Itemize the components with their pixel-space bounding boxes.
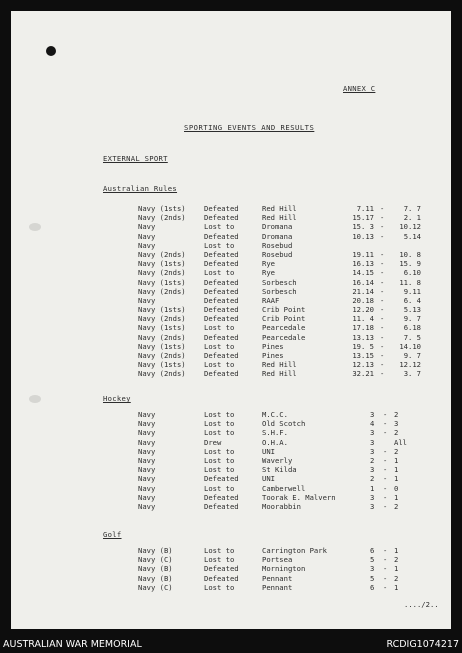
opponent-cell: S.H.F. xyxy=(262,428,288,438)
score-for-cell: 1 xyxy=(370,483,375,493)
team-cell: Navy xyxy=(138,455,156,465)
opponent-cell: Pennant xyxy=(262,582,293,592)
team-cell: Navy (1sts) xyxy=(138,360,186,370)
result-cell: Lost to xyxy=(204,222,235,232)
score-against-cell: 10. 8 xyxy=(399,249,421,259)
opponent-cell: Sorbesch xyxy=(262,286,297,296)
score-for-cell: 14.15 xyxy=(352,268,374,278)
team-cell: Navy xyxy=(138,501,156,511)
result-cell: Defeated xyxy=(204,501,239,511)
score-against-cell: 2 xyxy=(394,410,399,419)
score-against-cell: 9.11 xyxy=(403,286,421,296)
team-cell: Navy (2nds) xyxy=(138,213,186,223)
result-cell: Defeated xyxy=(204,314,239,324)
score-separator: - xyxy=(380,305,385,315)
team-cell: Navy xyxy=(138,492,156,502)
team-cell: Navy (C) xyxy=(138,555,173,565)
result-cell: Defeated xyxy=(204,277,239,287)
external-sport-heading: EXTERNAL SPORT xyxy=(103,154,168,163)
opponent-cell: M.C.C. xyxy=(262,410,288,419)
team-cell: Navy xyxy=(138,231,156,241)
paper-mark xyxy=(29,223,41,231)
score-against-cell: 1 xyxy=(394,492,399,502)
score-separator: - xyxy=(383,455,388,465)
score-against-cell: 1 xyxy=(394,455,399,465)
score-for-cell: 12.13 xyxy=(352,360,374,370)
result-cell: Lost to xyxy=(204,268,235,278)
opponent-cell: O.H.A. xyxy=(262,437,288,447)
team-cell: Navy xyxy=(138,428,156,438)
score-separator: - xyxy=(380,341,385,351)
score-against-cell: 2 xyxy=(394,555,399,565)
result-cell: Lost to xyxy=(204,360,235,370)
result-cell: Defeated xyxy=(204,474,239,484)
team-cell: Navy (1sts) xyxy=(138,204,186,213)
score-against-cell: 1 xyxy=(394,474,399,484)
score-against-cell: 9. 7 xyxy=(403,351,421,360)
team-cell: Navy (1sts) xyxy=(138,323,186,333)
team-cell: Navy xyxy=(138,474,156,484)
score-against-cell: 15. 9 xyxy=(399,259,421,269)
opponent-cell: Pennant xyxy=(262,573,293,583)
score-separator: - xyxy=(380,332,385,342)
score-separator: - xyxy=(383,555,388,565)
score-for-cell: 3 xyxy=(370,437,375,447)
score-for-cell: 12.20 xyxy=(352,305,374,315)
score-against-cell: 2 xyxy=(394,573,399,583)
team-cell: Navy xyxy=(138,295,156,305)
score-separator: - xyxy=(380,314,385,324)
score-for-cell: 13.15 xyxy=(352,351,374,360)
hockey-heading: Hockey xyxy=(103,394,131,403)
opponent-cell: Pines xyxy=(262,351,284,360)
score-for-cell: 3 xyxy=(370,428,375,438)
score-separator: - xyxy=(383,483,388,493)
score-separator: - xyxy=(380,369,385,379)
australian-rules-heading: Australian Rules xyxy=(103,184,178,193)
opponent-cell: Crib Point xyxy=(262,305,306,315)
score-for-cell: 5 xyxy=(370,555,375,565)
score-separator: - xyxy=(383,573,388,583)
score-separator: - xyxy=(380,259,385,269)
score-against-cell: 2 xyxy=(394,428,399,438)
score-for-cell: 4 xyxy=(370,419,375,429)
score-against-cell: 7. 7 xyxy=(403,204,421,213)
result-cell: Defeated xyxy=(204,286,239,296)
result-cell: Lost to xyxy=(204,546,235,555)
opponent-cell: Crib Point xyxy=(262,314,306,324)
opponent-cell: Dromana xyxy=(262,222,293,232)
result-cell: Lost to xyxy=(204,323,235,333)
opponent-cell: St Kilda xyxy=(262,465,297,475)
score-against-cell: 6.18 xyxy=(403,323,421,333)
score-separator: - xyxy=(383,465,388,475)
opponent-cell: Camberwell xyxy=(262,483,306,493)
score-against-cell: 7. 5 xyxy=(403,332,421,342)
score-against-cell: 1 xyxy=(394,582,399,592)
result-cell: Defeated xyxy=(204,249,239,259)
score-for-cell: 3 xyxy=(370,492,375,502)
score-against-cell: 5.13 xyxy=(403,305,421,315)
score-separator: - xyxy=(380,213,385,223)
score-for-cell: 2 xyxy=(370,455,375,465)
score-for-cell: 10.13 xyxy=(352,231,374,241)
score-separator: - xyxy=(380,360,385,370)
score-for-cell: 7.11 xyxy=(356,204,374,213)
team-cell: Navy (C) xyxy=(138,582,173,592)
score-separator: - xyxy=(380,204,385,213)
result-cell: Defeated xyxy=(204,231,239,241)
score-separator: - xyxy=(383,492,388,502)
opponent-cell: Mornington xyxy=(262,564,306,574)
score-separator: - xyxy=(380,268,385,278)
score-for-cell: 15. 3 xyxy=(352,222,374,232)
team-cell: Navy xyxy=(138,446,156,456)
opponent-cell: Pearcedale xyxy=(262,332,306,342)
team-cell: Navy (B) xyxy=(138,546,173,555)
score-for-cell: 19.11 xyxy=(352,249,374,259)
document-page xyxy=(11,11,451,629)
annex-label: ANNEX C xyxy=(343,84,376,93)
score-for-cell: 2 xyxy=(370,474,375,484)
score-against-cell: 12.12 xyxy=(399,360,421,370)
opponent-cell: Old Scotch xyxy=(262,419,306,429)
score-against-cell: 5.14 xyxy=(403,231,421,241)
punch-hole xyxy=(46,46,56,56)
score-for-cell: 13.13 xyxy=(352,332,374,342)
result-cell: Lost to xyxy=(204,410,235,419)
result-cell: Defeated xyxy=(204,369,239,379)
team-cell: Navy (1sts) xyxy=(138,277,186,287)
result-cell: Defeated xyxy=(204,305,239,315)
score-against-cell: 0 xyxy=(394,483,399,493)
score-against-cell: 6. 4 xyxy=(403,295,421,305)
team-cell: Navy (B) xyxy=(138,564,173,574)
score-separator: - xyxy=(383,582,388,592)
result-cell: Lost to xyxy=(204,483,235,493)
score-separator: - xyxy=(380,222,385,232)
team-cell: Navy xyxy=(138,410,156,419)
result-cell: Defeated xyxy=(204,295,239,305)
paper-mark xyxy=(29,395,41,403)
result-cell: Lost to xyxy=(204,446,235,456)
result-cell: Defeated xyxy=(204,573,239,583)
score-for-cell: 20.18 xyxy=(352,295,374,305)
team-cell: Navy (2nds) xyxy=(138,332,186,342)
result-cell: Defeated xyxy=(204,259,239,269)
result-cell: Defeated xyxy=(204,564,239,574)
score-separator: - xyxy=(380,286,385,296)
score-for-cell: 6 xyxy=(370,546,375,555)
score-separator: - xyxy=(380,295,385,305)
document-title: SPORTING EVENTS AND RESULTS xyxy=(184,123,315,132)
result-cell: Lost to xyxy=(204,465,235,475)
team-cell: Navy xyxy=(138,437,156,447)
opponent-cell: Dromana xyxy=(262,231,293,241)
score-separator: - xyxy=(383,428,388,438)
result-cell: Defeated xyxy=(204,332,239,342)
team-cell: Navy (2nds) xyxy=(138,314,186,324)
opponent-cell: Rye xyxy=(262,268,275,278)
opponent-cell: Red Hill xyxy=(262,213,297,223)
team-cell: Navy xyxy=(138,483,156,493)
score-separator: - xyxy=(383,564,388,574)
opponent-cell: Moorabbin xyxy=(262,501,301,511)
team-cell: Navy (2nds) xyxy=(138,286,186,296)
score-for-cell: 3 xyxy=(370,564,375,574)
score-separator: - xyxy=(380,351,385,360)
opponent-cell: Pines xyxy=(262,341,284,351)
team-cell: Navy (1sts) xyxy=(138,341,186,351)
score-separator: - xyxy=(383,446,388,456)
score-separator: - xyxy=(380,323,385,333)
score-against-cell: All xyxy=(394,437,407,447)
score-against-cell: 3. 7 xyxy=(403,369,421,379)
team-cell: Navy (2nds) xyxy=(138,369,186,379)
opponent-cell: Portsea xyxy=(262,555,293,565)
team-cell: Navy (1sts) xyxy=(138,259,186,269)
footer-source: AUSTRALIAN WAR MEMORIAL xyxy=(3,639,142,650)
score-separator: - xyxy=(383,419,388,429)
score-for-cell: 3 xyxy=(370,446,375,456)
result-cell: Lost to xyxy=(204,419,235,429)
score-separator: - xyxy=(383,474,388,484)
score-for-cell: 5 xyxy=(370,573,375,583)
team-cell: Navy xyxy=(138,419,156,429)
score-for-cell: 15.17 xyxy=(352,213,374,223)
team-cell: Navy xyxy=(138,222,156,232)
result-cell: Lost to xyxy=(204,341,235,351)
golf-heading: Golf xyxy=(103,530,122,539)
opponent-cell: Pearcedale xyxy=(262,323,306,333)
score-for-cell: 3 xyxy=(370,501,375,511)
result-cell: Defeated xyxy=(204,492,239,502)
team-cell: Navy (2nds) xyxy=(138,268,186,278)
team-cell: Navy xyxy=(138,240,156,250)
team-cell: Navy (B) xyxy=(138,573,173,583)
opponent-cell: Rosebud xyxy=(262,240,293,250)
opponent-cell: Red Hill xyxy=(262,369,297,379)
score-for-cell: 32.21 xyxy=(352,369,374,379)
score-separator: - xyxy=(380,277,385,287)
score-against-cell: 6.10 xyxy=(403,268,421,278)
result-cell: Lost to xyxy=(204,428,235,438)
score-for-cell: 11. 4 xyxy=(352,314,374,324)
opponent-cell: Red Hill xyxy=(262,204,297,213)
team-cell: Navy xyxy=(138,465,156,475)
result-cell: Drew xyxy=(204,437,222,447)
score-separator: - xyxy=(380,249,385,259)
score-against-cell: 14.10 xyxy=(399,341,421,351)
score-for-cell: 21.14 xyxy=(352,286,374,296)
score-against-cell: 1 xyxy=(394,546,399,555)
score-separator: - xyxy=(383,546,388,555)
score-against-cell: 2. 1 xyxy=(403,213,421,223)
opponent-cell: UNI xyxy=(262,474,275,484)
score-against-cell: 1 xyxy=(394,465,399,475)
result-cell: Lost to xyxy=(204,455,235,465)
score-against-cell: 9. 7 xyxy=(403,314,421,324)
result-cell: Defeated xyxy=(204,213,239,223)
score-for-cell: 17.18 xyxy=(352,323,374,333)
score-separator: - xyxy=(380,231,385,241)
opponent-cell: Sorbesch xyxy=(262,277,297,287)
footer-record-id: RCDIG1074217 xyxy=(386,639,459,650)
score-for-cell: 16.14 xyxy=(352,277,374,287)
opponent-cell: Red Hill xyxy=(262,360,297,370)
opponent-cell: Toorak E. Malvern xyxy=(262,492,336,502)
score-for-cell: 3 xyxy=(370,465,375,475)
score-against-cell: 1 xyxy=(394,564,399,574)
result-cell: Lost to xyxy=(204,555,235,565)
result-cell: Defeated xyxy=(204,204,239,213)
team-cell: Navy (2nds) xyxy=(138,249,186,259)
score-against-cell: 2 xyxy=(394,501,399,511)
score-against-cell: 2 xyxy=(394,446,399,456)
opponent-cell: Rye xyxy=(262,259,275,269)
opponent-cell: RAAF xyxy=(262,295,280,305)
team-cell: Navy (1sts) xyxy=(138,305,186,315)
score-for-cell: 3 xyxy=(370,410,375,419)
opponent-cell: UNI xyxy=(262,446,275,456)
result-cell: Defeated xyxy=(204,351,239,360)
result-cell: Lost to xyxy=(204,582,235,592)
opponent-cell: Waverly xyxy=(262,455,293,465)
result-cell: Lost to xyxy=(204,240,235,250)
opponent-cell: Rosebud xyxy=(262,249,293,259)
score-against-cell: 11. 8 xyxy=(399,277,421,287)
opponent-cell: Carrington Park xyxy=(262,546,327,555)
footer-bar xyxy=(0,637,462,653)
score-separator: - xyxy=(383,410,388,419)
score-against-cell: 3 xyxy=(394,419,399,429)
team-cell: Navy (2nds) xyxy=(138,351,186,360)
score-separator: - xyxy=(383,501,388,511)
score-for-cell: 6 xyxy=(370,582,375,592)
page-continuation-marker: ..../2.. xyxy=(404,600,439,609)
score-for-cell: 16.13 xyxy=(352,259,374,269)
score-against-cell: 10.12 xyxy=(399,222,421,232)
score-for-cell: 19. 5 xyxy=(352,341,374,351)
